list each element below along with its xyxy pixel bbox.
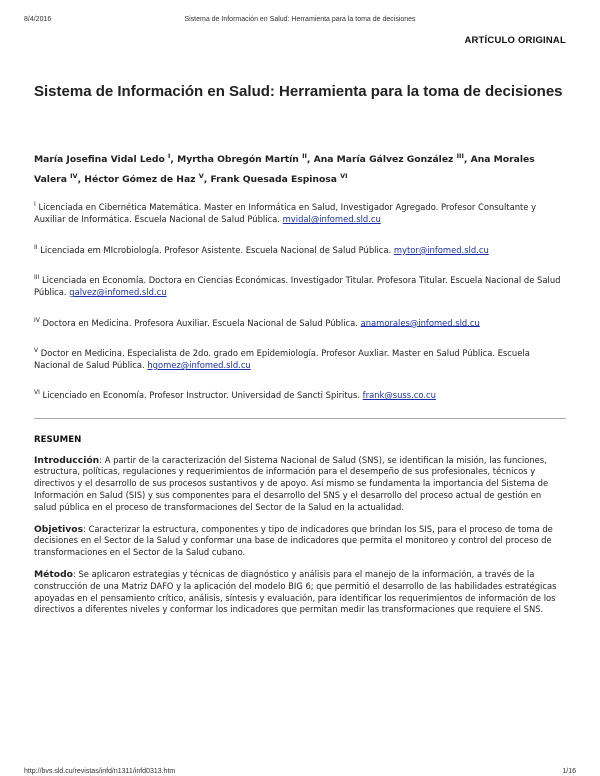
print-url: http://bvs.sld.cu/revistas/infd/n1311/infd0313.htm bbox=[24, 768, 176, 775]
article-content bbox=[34, 82, 566, 616]
section-divider bbox=[34, 418, 566, 419]
abstract-lead: Introducción bbox=[34, 454, 100, 466]
author-mark: V bbox=[198, 172, 204, 181]
abstract-objectives bbox=[34, 524, 566, 559]
email-link[interactable]: galvez@infomed.sld.cu bbox=[69, 287, 167, 298]
affiliation-text: Doctora en Medicina. Profesora Auxiliar. Escuela Nacional de Salud Pública. bbox=[42, 317, 358, 328]
affiliation-mark: IV bbox=[34, 316, 40, 324]
affiliation-mark: VI bbox=[34, 389, 40, 397]
affiliation-text: Licenciado en Economía. Profesor Instructor. Universidad de Sancti Spiritus. bbox=[42, 390, 360, 401]
author-name: Frank Quesada Espinosa bbox=[210, 174, 337, 186]
affiliation-mark: V bbox=[34, 346, 39, 354]
abstract-lead-separator: : bbox=[72, 568, 79, 579]
affiliation bbox=[34, 242, 566, 256]
abstract-lead-separator: : bbox=[83, 523, 89, 534]
affiliation-text: Licenciada en Economía. Doctora en Ciencias Económicas. Investigador Titular. Profesora Titular. Escuela Nacional de Salud Pública. bbox=[34, 274, 561, 298]
article-title: Sistema de Información en Salud: Herramienta para la toma de decisiones bbox=[34, 83, 563, 100]
author-name: Ana María Gálvez González bbox=[313, 154, 454, 166]
email-link[interactable]: mytor@infomed.sld.cu bbox=[393, 244, 489, 255]
affiliation-text: Doctor en Medicina. Especialista de 2do. grado em Epidemiología. Profesor Auxliar. Master en Salud Pública. Escuela Nacional de Salud Pública. bbox=[34, 347, 530, 370]
print-page-number: 1/16 bbox=[562, 768, 576, 775]
author-mark: III bbox=[456, 152, 464, 160]
abstract-text: Caracterizar la estructura, componentes y tipo de indicadores que brindan los SIS, para el proceso de toma de decisiones en el Sector de la Salud y conformar una base de indicadores que permita el monitoreo y control del proceso de transformaciones en el Sector de la Salud cubano. bbox=[34, 523, 553, 558]
author-name: Myrtha Obregón Martín bbox=[177, 154, 299, 166]
affiliation-mark: II bbox=[34, 243, 38, 251]
email-link[interactable]: mvidal@infomed.sld.cu bbox=[282, 214, 381, 225]
abstract-method bbox=[34, 569, 566, 616]
print-date: 8/4/2016 bbox=[24, 16, 52, 23]
affiliation bbox=[34, 315, 566, 329]
abstract-lead-separator: : bbox=[99, 454, 105, 465]
section-tag: ARTÍCULO ORIGINAL bbox=[464, 35, 566, 46]
affiliation-text: Licenciada en Cibernética Matemática. Master en Informática en Salud, Investigador Agregado. Profesor Consultante y Auxiliar de Informática. Escuela Nacional de Salud Pública. bbox=[34, 201, 537, 225]
abstract-lead: Método bbox=[34, 568, 73, 580]
author-mark: IV bbox=[70, 172, 78, 181]
author-mark: I bbox=[168, 152, 171, 160]
affiliation-mark: I bbox=[34, 201, 36, 209]
affiliation-text: Licenciada em MIcrobiología. Profesor Asistente. Escuela Nacional de Salud Pública. bbox=[40, 244, 392, 255]
email-link[interactable]: anamorales@infomed.sld.cu bbox=[360, 317, 480, 328]
author-mark: VI bbox=[340, 172, 348, 181]
affiliation-mark: III bbox=[34, 273, 40, 281]
author-name: Héctor Gómez de Haz bbox=[84, 174, 196, 186]
email-link[interactable]: frank@suss.co.cu bbox=[362, 390, 436, 401]
email-link[interactable]: hgomez@infomed.sld.cu bbox=[147, 359, 251, 370]
affiliation bbox=[34, 199, 566, 226]
affiliation bbox=[34, 272, 566, 299]
affiliation bbox=[34, 387, 566, 401]
abstract-text: Se aplicaron estrategias y técnicas de diagnóstico y análisis para el manejo de la información, a través de la construcción de una Matriz DAFO y la aplicación del modelo BIG 6; que permitió el desarrollo de las habilidades estratégicas apoyadas en el pensamiento crítico, análisis, síntesis y evaluación, para identificar los requerimientos de información de los directivos a diferentes niveles y conformar los indicadores que permitan medir las transformaciones que requiere el SNS. bbox=[34, 568, 557, 615]
author-name: Ana Morales Valera bbox=[34, 154, 535, 186]
abstract-lead: Objetivos bbox=[34, 523, 84, 535]
affiliation bbox=[34, 345, 566, 372]
abstract-heading: RESUMEN bbox=[34, 434, 82, 445]
author-mark: II bbox=[302, 152, 307, 160]
author-list: María Josefina Vidal Ledo $^I$, Myrtha Obregón Martín $^{II}$, Ana María Gálvez González $^{III}$, Ana Morales Valera $^{IV}$, Héctor Gómez de Haz $^V$, Frank Quesada Espinosa $^{VI}$ bbox=[34, 152, 535, 186]
print-doc-title: Sistema de Información en Salud: Herramienta para la toma de decisiones bbox=[184, 16, 416, 23]
author-name: María Josefina Vidal Ledo bbox=[34, 154, 165, 166]
abstract-text: A partir de la caracterización del Sistema Nacional de Salud (SNS), se identifican la misión, las funciones, estructura, políticas, regulaciones y requerimientos de información para el desempeño de sus profesionales, técnicos y directivos y el desarrollo de sus procesos sustantivos y de apoyo. Así mismo se fundamenta la importancia del Sistema de Información en Salud (SIS) y sus componentes para el desarrollo del SNS y el desarrollo del proceso actual de gestión en salud pública en el proceso de transformaciones del Sector de la Salud en la actualidad. bbox=[34, 454, 549, 512]
abstract-introduction bbox=[34, 455, 566, 514]
affiliation-list bbox=[34, 199, 566, 401]
